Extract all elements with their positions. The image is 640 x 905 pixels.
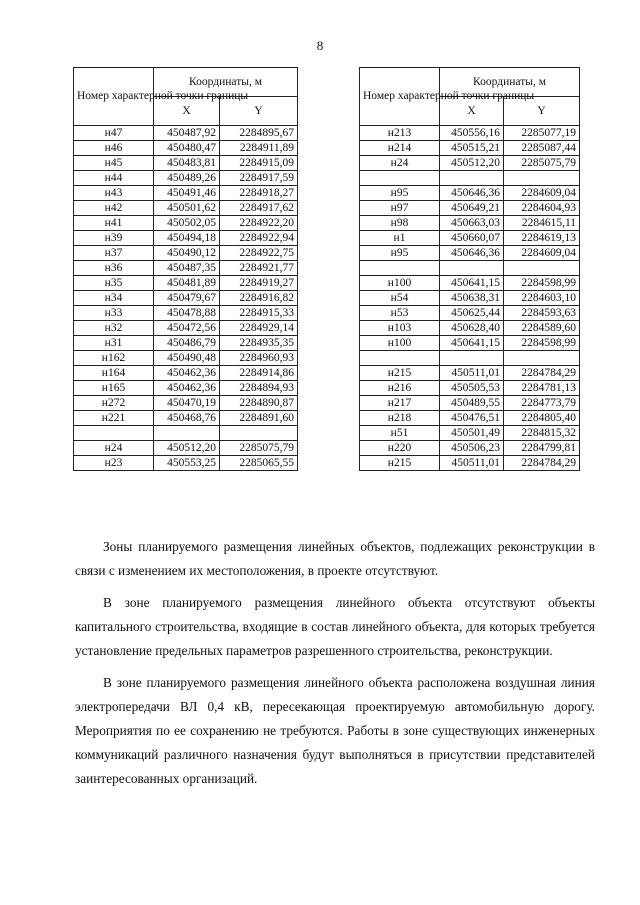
point-cell: н54 xyxy=(360,291,440,306)
coordinates-table-left xyxy=(73,67,298,471)
point-cell: н1 xyxy=(360,231,440,246)
x-cell: 450660,07 xyxy=(440,231,504,246)
point-cell: н215 xyxy=(360,456,440,471)
x-cell: 450511,01 xyxy=(440,366,504,381)
x-cell xyxy=(154,426,220,441)
point-cell: н45 xyxy=(74,156,154,171)
table-row xyxy=(360,156,580,171)
table-row xyxy=(74,126,298,141)
table-row xyxy=(74,216,298,231)
table-row xyxy=(360,171,580,186)
table-row xyxy=(360,441,580,456)
x-cell: 450489,55 xyxy=(440,396,504,411)
y-cell: 2284895,67 xyxy=(220,126,298,141)
x-cell: 450486,79 xyxy=(154,336,220,351)
table-row xyxy=(74,366,298,381)
table-row xyxy=(74,336,298,351)
y-cell: 2284914,86 xyxy=(220,366,298,381)
table-row xyxy=(74,201,298,216)
y-cell: 2284915,09 xyxy=(220,156,298,171)
coordinates-table-right xyxy=(359,67,580,471)
coords-column-header: Координаты, м xyxy=(154,68,298,97)
y-cell: 2284894,93 xyxy=(220,381,298,396)
x-cell: 450641,15 xyxy=(440,336,504,351)
point-cell: н165 xyxy=(74,381,154,396)
x-cell: 450478,88 xyxy=(154,306,220,321)
point-cell: н42 xyxy=(74,201,154,216)
point-cell: н44 xyxy=(74,171,154,186)
x-cell: 450515,21 xyxy=(440,141,504,156)
y-cell: 2284911,89 xyxy=(220,141,298,156)
point-cell xyxy=(360,171,440,186)
y-cell: 2284784,29 xyxy=(504,366,580,381)
table-row xyxy=(360,231,580,246)
y-cell: 2284603,10 xyxy=(504,291,580,306)
table-row xyxy=(360,261,580,276)
x-cell: 450462,36 xyxy=(154,366,220,381)
point-cell: н34 xyxy=(74,291,154,306)
point-cell: н35 xyxy=(74,276,154,291)
table-row xyxy=(74,306,298,321)
point-cell: н53 xyxy=(360,306,440,321)
table-row xyxy=(74,321,298,336)
point-column-header: Номер характерной точки границы xyxy=(74,68,154,126)
point-cell: н103 xyxy=(360,321,440,336)
y-cell: 2285087,44 xyxy=(504,141,580,156)
y-cell: 2284919,27 xyxy=(220,276,298,291)
y-cell: 2284922,94 xyxy=(220,231,298,246)
x-cell: 450628,40 xyxy=(440,321,504,336)
table-row xyxy=(74,141,298,156)
point-cell: н218 xyxy=(360,411,440,426)
point-cell: н95 xyxy=(360,186,440,201)
table-row xyxy=(74,426,298,441)
x-cell: 450506,23 xyxy=(440,441,504,456)
point-cell: н32 xyxy=(74,321,154,336)
point-cell: н24 xyxy=(360,156,440,171)
y-cell xyxy=(504,261,580,276)
x-cell: 450470,19 xyxy=(154,396,220,411)
x-cell: 450502,05 xyxy=(154,216,220,231)
body-text xyxy=(75,535,595,799)
table-body-left xyxy=(74,126,298,471)
x-cell: 450481,89 xyxy=(154,276,220,291)
x-cell: 450501,49 xyxy=(440,426,504,441)
table-row xyxy=(360,291,580,306)
point-cell: н31 xyxy=(74,336,154,351)
table-row xyxy=(360,141,580,156)
table-row xyxy=(74,441,298,456)
y-cell: 2284922,75 xyxy=(220,246,298,261)
x-cell: 450556,16 xyxy=(440,126,504,141)
table-row xyxy=(74,186,298,201)
x-column-header: X xyxy=(440,97,504,126)
x-cell: 450489,26 xyxy=(154,171,220,186)
y-cell: 2284619,13 xyxy=(504,231,580,246)
table-row xyxy=(360,276,580,291)
x-cell: 450494,18 xyxy=(154,231,220,246)
point-cell: н221 xyxy=(74,411,154,426)
y-cell xyxy=(504,351,580,366)
table-row xyxy=(74,276,298,291)
x-cell: 450638,31 xyxy=(440,291,504,306)
x-cell: 450512,20 xyxy=(440,156,504,171)
y-cell xyxy=(504,171,580,186)
x-cell: 450487,92 xyxy=(154,126,220,141)
y-cell: 2284916,82 xyxy=(220,291,298,306)
point-cell: н23 xyxy=(74,456,154,471)
y-cell: 2284593,63 xyxy=(504,306,580,321)
x-cell: 450479,67 xyxy=(154,291,220,306)
table-row xyxy=(360,306,580,321)
point-cell: н95 xyxy=(360,246,440,261)
point-cell xyxy=(74,426,154,441)
point-column-header: Номер характерной точки границы xyxy=(360,68,440,126)
y-cell: 2284773,79 xyxy=(504,396,580,411)
x-cell xyxy=(440,261,504,276)
coords-column-header: Координаты, м xyxy=(440,68,580,97)
x-cell: 450625,44 xyxy=(440,306,504,321)
point-cell: н37 xyxy=(74,246,154,261)
table-body-right xyxy=(360,126,580,471)
y-column-header: Y xyxy=(220,97,298,126)
y-cell: 2284805,40 xyxy=(504,411,580,426)
paragraph-2: В зоне планируемого размещения линейного объекта отсутствуют объекты капитального строительства, входящие в состав линейного объекта, для которых требуется установление предельных параметров разрешенного строительства, реконструкции. xyxy=(75,595,595,658)
point-cell xyxy=(360,261,440,276)
x-cell: 450553,25 xyxy=(154,456,220,471)
x-cell xyxy=(440,171,504,186)
table-row xyxy=(360,336,580,351)
table-row xyxy=(360,321,580,336)
point-cell: н213 xyxy=(360,126,440,141)
y-cell: 2284917,62 xyxy=(220,201,298,216)
y-cell: 2284935,35 xyxy=(220,336,298,351)
table-row xyxy=(74,261,298,276)
x-cell: 450487,35 xyxy=(154,261,220,276)
y-cell: 2284918,27 xyxy=(220,186,298,201)
table-row xyxy=(74,396,298,411)
x-cell: 450476,51 xyxy=(440,411,504,426)
point-cell: н47 xyxy=(74,126,154,141)
table-row xyxy=(74,351,298,366)
point-cell: н98 xyxy=(360,216,440,231)
y-cell: 2284784,29 xyxy=(504,456,580,471)
y-cell: 2284890,87 xyxy=(220,396,298,411)
table-row xyxy=(360,186,580,201)
table-row xyxy=(74,291,298,306)
x-column-header: X xyxy=(154,97,220,126)
y-cell: 2285075,79 xyxy=(220,441,298,456)
table-row xyxy=(360,351,580,366)
point-cell: н33 xyxy=(74,306,154,321)
y-cell: 2284915,33 xyxy=(220,306,298,321)
table-row xyxy=(360,201,580,216)
y-cell: 2284922,20 xyxy=(220,216,298,231)
point-cell: н216 xyxy=(360,381,440,396)
y-cell: 2284917,59 xyxy=(220,171,298,186)
y-cell: 2284781,13 xyxy=(504,381,580,396)
y-cell: 2284604,93 xyxy=(504,201,580,216)
y-cell: 2284589,60 xyxy=(504,321,580,336)
y-cell: 2284815,32 xyxy=(504,426,580,441)
y-cell: 2284960,93 xyxy=(220,351,298,366)
table-row xyxy=(74,381,298,396)
x-cell: 450480,47 xyxy=(154,141,220,156)
page-number: 8 xyxy=(316,38,324,53)
point-cell: н100 xyxy=(360,276,440,291)
point-cell: н162 xyxy=(74,351,154,366)
x-cell: 450512,20 xyxy=(154,441,220,456)
y-cell: 2285075,79 xyxy=(504,156,580,171)
paragraph-3: В зоне планируемого размещения линейного объекта расположена воздушная линия электропередачи ВЛ 0,4 кВ, пересекающая проектируемую автомобильную дорогу. Мероприятия по ее сохранению не требуются. Работы в зоне существующих инженерных коммуникаций различного назначения будут выполняться в присутствии представителей заинтересованных организаций. xyxy=(75,675,595,786)
point-cell: н272 xyxy=(74,396,154,411)
point-cell: н51 xyxy=(360,426,440,441)
y-cell: 2284891,60 xyxy=(220,411,298,426)
y-cell: 2284609,04 xyxy=(504,246,580,261)
x-cell: 450505,53 xyxy=(440,381,504,396)
table-row xyxy=(74,411,298,426)
point-cell: н220 xyxy=(360,441,440,456)
x-cell: 450468,76 xyxy=(154,411,220,426)
table-row xyxy=(360,246,580,261)
y-cell: 2285077,19 xyxy=(504,126,580,141)
table-row xyxy=(360,411,580,426)
y-cell: 2284921,77 xyxy=(220,261,298,276)
table-row xyxy=(360,216,580,231)
table-row xyxy=(360,396,580,411)
x-cell: 450663,03 xyxy=(440,216,504,231)
x-cell: 450462,36 xyxy=(154,381,220,396)
point-cell: н46 xyxy=(74,141,154,156)
x-cell: 450490,48 xyxy=(154,351,220,366)
y-cell: 2284609,04 xyxy=(504,186,580,201)
paragraph-1: Зоны планируемого размещения линейных объектов, подлежащих реконструкции в связи с изменением их местоположения, в проекте отсутствуют. xyxy=(75,539,595,578)
point-cell: н43 xyxy=(74,186,154,201)
x-cell: 450646,36 xyxy=(440,246,504,261)
x-cell: 450641,15 xyxy=(440,276,504,291)
table-row xyxy=(74,456,298,471)
table-row xyxy=(74,246,298,261)
y-cell: 2284799,81 xyxy=(504,441,580,456)
point-cell xyxy=(360,351,440,366)
x-cell: 450491,46 xyxy=(154,186,220,201)
y-cell: 2285065,55 xyxy=(220,456,298,471)
point-cell: н217 xyxy=(360,396,440,411)
x-cell xyxy=(440,351,504,366)
y-cell xyxy=(220,426,298,441)
point-cell: н214 xyxy=(360,141,440,156)
y-cell: 2284615,11 xyxy=(504,216,580,231)
y-cell: 2284598,99 xyxy=(504,336,580,351)
point-cell: н215 xyxy=(360,366,440,381)
table-row xyxy=(74,231,298,246)
x-cell: 450501,62 xyxy=(154,201,220,216)
y-cell: 2284929,14 xyxy=(220,321,298,336)
table-row xyxy=(74,156,298,171)
x-cell: 450649,21 xyxy=(440,201,504,216)
table-row xyxy=(74,171,298,186)
table-row xyxy=(360,426,580,441)
table-row xyxy=(360,126,580,141)
point-cell: н100 xyxy=(360,336,440,351)
point-cell: н164 xyxy=(74,366,154,381)
point-cell: н39 xyxy=(74,231,154,246)
table-row xyxy=(360,366,580,381)
x-cell: 450472,56 xyxy=(154,321,220,336)
x-cell: 450490,12 xyxy=(154,246,220,261)
table-row xyxy=(360,456,580,471)
table-row xyxy=(360,381,580,396)
point-cell: н41 xyxy=(74,216,154,231)
y-column-header: Y xyxy=(504,97,580,126)
x-cell: 450511,01 xyxy=(440,456,504,471)
point-cell: н24 xyxy=(74,441,154,456)
point-cell: н36 xyxy=(74,261,154,276)
y-cell: 2284598,99 xyxy=(504,276,580,291)
x-cell: 450483,81 xyxy=(154,156,220,171)
x-cell: 450646,36 xyxy=(440,186,504,201)
point-cell: н97 xyxy=(360,201,440,216)
